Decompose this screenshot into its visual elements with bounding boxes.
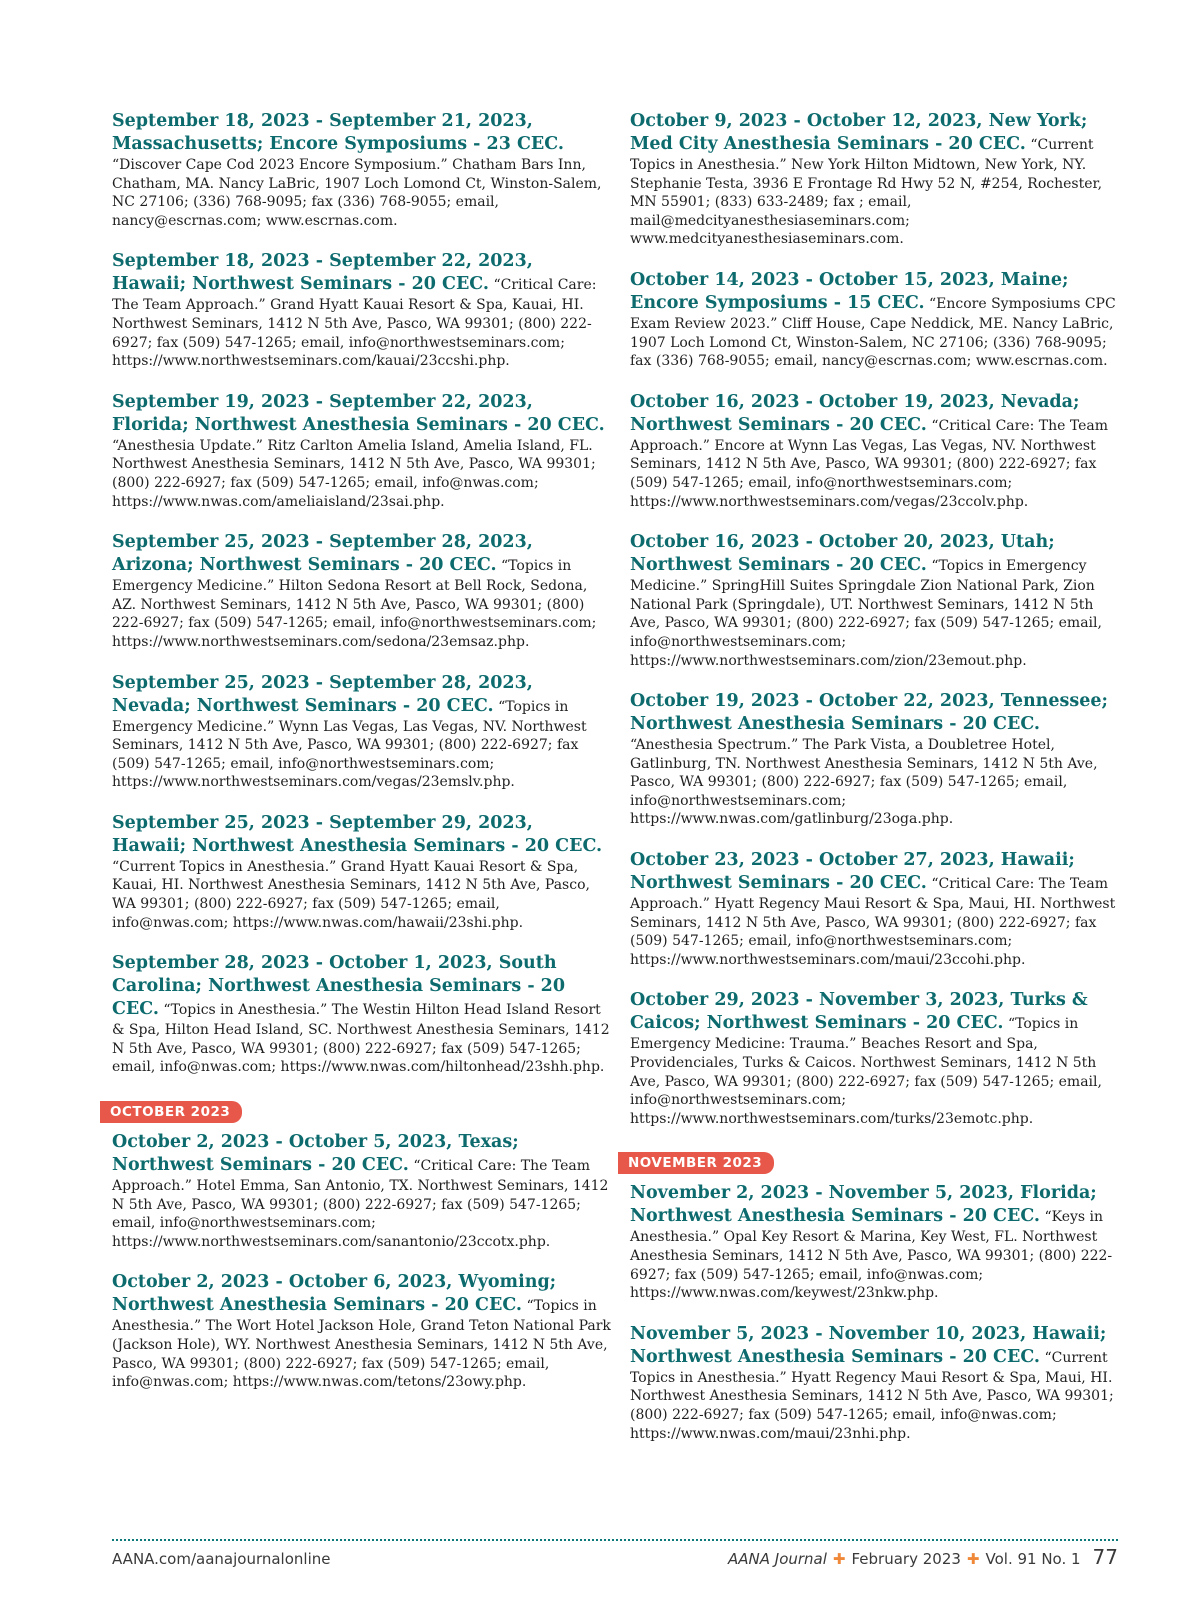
entry-list-october-cont (630, 110, 1118, 1128)
meeting-entry-paragraph (112, 952, 612, 1077)
meeting-heading: November 5, 2023 - November 10, 2023, Hawaii; Northwest Anesthesia Seminars - 20 CEC. (630, 1323, 1107, 1367)
meeting-details: “Critical Care: The Team Approach.” Grand Hyatt Kauai Resort & Spa, Kauai, HI. Northwest Seminars, 1412 N 5th Ave, Pasco, WA 99301; (800) 222-6927; fax (509) 547-1265; email, info@northwestseminars.com; https://www.northwestseminars.com/kauai/23ccshi.php. (112, 277, 597, 370)
meeting-entry-paragraph (630, 1182, 1118, 1302)
month-badge-october: OCTOBER 2023 (100, 1101, 242, 1123)
meeting-entry-paragraph (630, 1323, 1118, 1443)
meeting-entry (112, 952, 612, 1077)
meeting-details: “Discover Cape Cod 2023 Encore Symposium.” Chatham Bars Inn, Chatham, MA. Nancy LaBric, 1907 Loch Lomond Ct, Winston-Salem, NC 27106; (336) 768-9095; fax (336) 768-9055; email, nancy@escrnas.com; www.escrnas.com. (112, 157, 602, 229)
meeting-heading: October 19, 2023 - October 22, 2023, Tennessee; Northwest Anesthesia Seminars - 20 CEC. (630, 691, 1108, 735)
right-column (630, 110, 1118, 1463)
meeting-details: “Critical Care: The Team Approach.” Encore at Wynn Las Vegas, Las Vegas, NV. Northwest Seminars, 1412 N 5th Ave, Pasco, WA 99301; (800) 222-6927; fax (509) 547-1265; email, info@northwestseminars.com; https://www.northwestseminars.com/vegas/23ccolv.php. (630, 417, 1109, 510)
meeting-entry (112, 1271, 612, 1391)
meeting-details: “Topics in Emergency Medicine: Trauma.” Beaches Resort and Spa, Providenciales, Turks & Caicos. Northwest Seminars, 1412 N 5th Ave, Pasco, WA 99301; (800) 222-6927; fax (509) 547-1265; email, info@northwestseminars.com; https://www.northwestseminars.com/turks/23emotc.php. (630, 1016, 1102, 1127)
page-number: 77 (1092, 1545, 1118, 1569)
meeting-entry (112, 391, 612, 511)
meeting-entry (630, 1182, 1118, 1302)
meeting-heading: September 25, 2023 - September 29, 2023, Hawaii; Northwest Anesthesia Seminars - 20 CEC. (112, 812, 603, 856)
meeting-entry-paragraph (112, 1271, 612, 1391)
meeting-heading: September 19, 2023 - September 22, 2023, Florida; Northwest Anesthesia Seminars - 20 CEC. (112, 391, 605, 435)
meeting-details: “Encore Symposiums CPC Exam Review 2023.” Cliff House, Cape Neddick, ME. Nancy LaBric, 1907 Loch Lomond Ct, Winston-Salem, NC 27106; (336) 768-9095; fax (336) 768-9055; email, nancy@escrnas.com; www.escrnas.com. (630, 295, 1116, 370)
footer-divider (112, 1539, 1118, 1541)
meeting-entry-paragraph (630, 391, 1118, 511)
meeting-entry-paragraph (112, 250, 612, 370)
meeting-details: “Topics in Anesthesia.” The Wort Hotel Jackson Hole, Grand Teton National Park (Jackson Hole), WY. Northwest Anesthesia Seminars, 1412 N 5th Ave, Pasco, WA 99301; (800) 222-6927; fax (509) 547-1265; email, info@nwas.com; https://www.nwas.com/tetons/23owy.php. (112, 1298, 611, 1391)
meeting-details: “Topics in Anesthesia.” The Westin Hilton Head Island Resort & Spa, Hilton Head Island, SC. Northwest Anesthesia Seminars, 1412 N 5th Ave, Pasco, WA 99301; (800) 222-6927; fax (509) 547-1265; email, info@nwas.com; https://www.nwas.com/hiltonhead/23shh.php. (112, 1002, 610, 1076)
footer-citation (728, 1545, 1118, 1569)
meeting-details: “Topics in Emergency Medicine.” Hilton Sedona Resort at Bell Rock, Sedona, AZ. Northwest Seminars, 1412 N 5th Ave, Pasco, WA 99301; (800) 222-6927; fax (509) 547-1265; email, info@northwestseminars.com; https://www.northwestseminars.com/sedona/23emsaz.php. (112, 558, 597, 650)
month-badge-november: NOVEMBER 2023 (618, 1152, 774, 1174)
meeting-entry-paragraph (630, 690, 1118, 829)
meeting-entry-paragraph (630, 269, 1118, 371)
meeting-heading: October 14, 2023 - October 15, 2023, Maine; Encore Symposiums - 15 CEC. (630, 269, 1069, 313)
meeting-heading: September 25, 2023 - September 28, 2023, Nevada; Northwest Seminars - 20 CEC. (112, 672, 533, 716)
meeting-details: “Current Topics in Anesthesia.” Hyatt Regency Maui Resort & Spa, Maui, HI. Northwest Anesthesia Seminars, 1412 N 5th Ave, Pasco, WA 99301; (800) 222-6927; fax (509) 547-1265; email, info@nwas.com; https://www.nwas.com/maui/23nhi.php. (630, 1349, 1114, 1442)
meeting-details: “Keys in Anesthesia.” Opal Key Resort & Marina, Key West, FL. Northwest Anesthesia Seminars, 1412 N 5th Ave, Pasco, WA 99301; (800) 222-6927; fax (509) 547-1265; email, info@nwas.com; https://www.nwas.com/keywest/23nkw.php. (630, 1209, 1113, 1302)
plus-separator-icon: ✚ (966, 1550, 980, 1568)
meeting-entry-paragraph (630, 849, 1118, 969)
meeting-details: “Critical Care: The Team Approach.” Hotel Emma, San Antonio, TX. Northwest Seminars, 1412 N 5th Ave, Pasco, WA 99301; (800) 222-6927; fax (509) 547-1265; email, info@northwestseminars.com; https://www.northwestseminars.com/sanantonio/23ccotx.php. (112, 1158, 609, 1250)
meeting-heading: October 16, 2023 - October 20, 2023, Utah; Northwest Seminars - 20 CEC. (630, 532, 1055, 576)
meeting-entry (630, 1323, 1118, 1443)
meeting-entry (112, 672, 612, 792)
meeting-entry-paragraph (112, 672, 612, 792)
meeting-entry (630, 269, 1118, 371)
meeting-entry (112, 812, 612, 932)
meeting-heading: September 28, 2023 - October 1, 2023, South Carolina; Northwest Anesthesia Seminars - 20 CEC. (112, 953, 566, 1020)
meeting-details: “Critical Care: The Team Approach.” Hyatt Regency Maui Resort & Spa, Maui, HI. Northwest Seminars, 1412 N 5th Ave, Pasco, WA 99301; (800) 222-6927; fax (509) 547-1265; email, info@northwestseminars.com; https://www.northwestseminars.com/maui/23ccohi.php. (630, 876, 1116, 968)
meeting-entry (112, 250, 612, 370)
entry-list-october (112, 1131, 612, 1392)
meeting-details: “Topics in Emergency Medicine.” Wynn Las Vegas, Las Vegas, NV. Northwest Seminars, 1412 N 5th Ave, Pasco, WA 99301; (800) 222-6927; fax (509) 547-1265; email, info@northwestseminars.com; https://www.northwestseminars.com/vegas/23emslv.php. (112, 698, 587, 791)
meeting-details: “Topics in Emergency Medicine.” SpringHill Suites Springdale Zion National Park, Zion National Park (Springdale), UT. Northwest Seminars, 1412 N 5th Ave, Pasco, WA 99301; (800) 222-6927; fax (509) 547-1265; email, info@northwestseminars.com; https://www.northwestseminars.com/zion/23emout.php. (630, 558, 1102, 669)
meeting-entry (112, 1131, 612, 1251)
meeting-details: “Current Topics in Anesthesia.” New York Hilton Midtown, New York, NY. Stephanie Testa, 3936 E Frontage Rd Hwy 52 N, #254, Rochester, MN 55901; (833) 633-2489; fax ; email, mail@medcityanesthesiaseminars.com; www.medcityanesthesiaseminars.com. (630, 137, 1103, 248)
meeting-heading: September 25, 2023 - September 28, 2023, Arizona; Northwest Seminars - 20 CEC. (112, 532, 533, 576)
meeting-entry (112, 110, 612, 230)
meeting-heading: October 9, 2023 - October 12, 2023, New York; Med City Anesthesia Seminars - 20 CEC. (630, 111, 1088, 154)
meeting-details: “Anesthesia Spectrum.” The Park Vista, a Doubletree Hotel, Gatlinburg, TN. Northwest Anesthesia Seminars, 1412 N 5th Ave, Pasco, WA 99301; (800) 222-6927; fax (509) 547-1265; email, info@northwestseminars.com; https://www.nwas.com/gatlinburg/23oga.php. (630, 737, 1098, 828)
footer-url[interactable]: AANA.com/aanajournalonline (112, 1550, 331, 1568)
meeting-entry (630, 531, 1118, 670)
meeting-entry (630, 690, 1118, 829)
left-column (112, 110, 612, 1412)
meeting-heading: September 18, 2023 - September 21, 2023, Massachusetts; Encore Symposiums - 23 CEC. (112, 111, 564, 154)
meeting-entry (630, 391, 1118, 511)
meeting-entry-paragraph (112, 531, 612, 651)
meeting-entry (630, 849, 1118, 969)
meeting-entry (630, 110, 1118, 249)
meeting-entry-paragraph (112, 391, 612, 511)
meeting-heading: October 2, 2023 - October 5, 2023, Texas; Northwest Seminars - 20 CEC. (112, 1132, 519, 1176)
volume-issue: Vol. 91 No. 1 (985, 1550, 1081, 1568)
meeting-heading: October 29, 2023 - November 3, 2023, Turks & Caicos; Northwest Seminars - 20 CEC. (630, 990, 1088, 1034)
meeting-entry-paragraph (630, 110, 1118, 249)
meeting-entry (630, 989, 1118, 1128)
meeting-entry (112, 531, 612, 651)
meeting-heading: October 23, 2023 - October 27, 2023, Hawaii; Northwest Seminars - 20 CEC. (630, 850, 1075, 894)
meeting-entry-paragraph (112, 110, 612, 230)
meeting-heading: November 2, 2023 - November 5, 2023, Florida; Northwest Anesthesia Seminars - 20 CEC. (630, 1183, 1097, 1227)
meeting-entry-paragraph (630, 989, 1118, 1128)
meeting-details: “Current Topics in Anesthesia.” Grand Hyatt Kauai Resort & Spa, Kauai, HI. Northwest Anesthesia Seminars, 1412 N 5th Ave, Pasco, WA 99301; (800) 222-6927; fax (509) 547-1265; email, info@nwas.com; https://www.nwas.com/hawaii/23shi.php. (112, 858, 590, 931)
meeting-heading: October 16, 2023 - October 19, 2023, Nevada; Northwest Seminars - 20 CEC. (630, 391, 1080, 435)
meeting-entry-paragraph (112, 812, 612, 932)
meeting-entry-paragraph (630, 531, 1118, 670)
plus-separator-icon: ✚ (832, 1550, 846, 1568)
meeting-heading: September 18, 2023 - September 22, 2023, Hawaii; Northwest Seminars - 20 CEC. (112, 251, 533, 295)
journal-name: AANA Journal (728, 1550, 827, 1568)
meeting-entry-paragraph (112, 1131, 612, 1251)
meeting-details: “Anesthesia Update.” Ritz Carlton Amelia Island, Amelia Island, FL. Northwest Anesthesia Seminars, 1412 N 5th Ave, Pasco, WA 99301; (800) 222-6927; fax (509) 547-1265; email, info@nwas.com; https://www.nwas.com/ameliaisland/23sai.php. (112, 437, 596, 510)
meeting-heading: October 2, 2023 - October 6, 2023, Wyoming; Northwest Anesthesia Seminars - 20 CEC. (112, 1272, 557, 1316)
entry-list-september (112, 110, 612, 1077)
entry-list-november (630, 1182, 1118, 1443)
issue-date: February 2023 (851, 1550, 961, 1568)
